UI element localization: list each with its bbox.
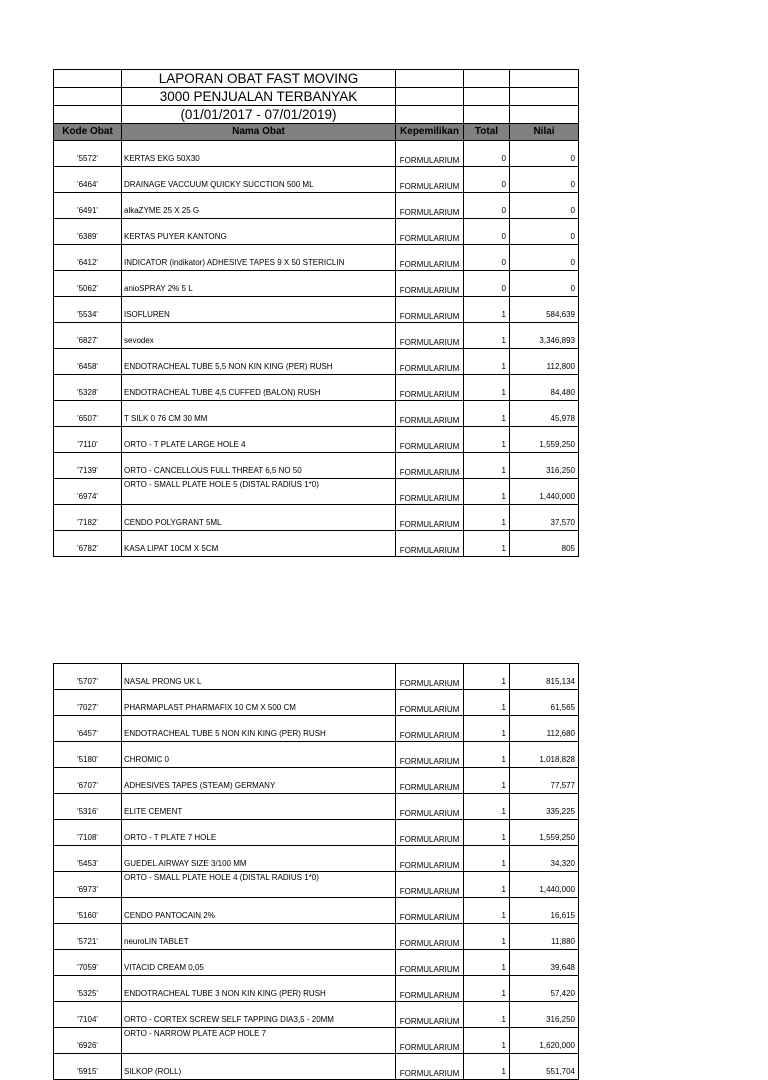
- total-cell: 1: [464, 846, 510, 872]
- nilai-cell: 84,480: [510, 375, 579, 401]
- table-row: [54, 219, 579, 245]
- nama-obat-cell: neuroLIN TABLET: [122, 924, 396, 950]
- table-row: [54, 794, 579, 820]
- table-row: [54, 1028, 579, 1054]
- kepemilikan-cell: FORMULARIUM: [396, 794, 464, 820]
- total-cell: 0: [464, 219, 510, 245]
- table-row: [54, 976, 579, 1002]
- kepemilikan-cell: FORMULARIUM: [396, 872, 464, 898]
- nama-obat-cell: INDICATOR (indikator) ADHESIVE TAPES 9 X 50 STERICLIN: [122, 245, 396, 271]
- total-cell: 1: [464, 924, 510, 950]
- kepemilikan-cell: FORMULARIUM: [396, 349, 464, 375]
- report-table-page-2: [53, 663, 579, 1080]
- report-title-line-2: 3000 PENJUALAN TERBANYAK: [122, 88, 396, 106]
- kepemilikan-cell: FORMULARIUM: [396, 167, 464, 193]
- total-cell: 1: [464, 1028, 510, 1054]
- kepemilikan-cell: FORMULARIUM: [396, 846, 464, 872]
- total-cell: 1: [464, 505, 510, 531]
- table-row: [54, 846, 579, 872]
- nama-obat-cell: anioSPRAY 2% 5 L: [122, 271, 396, 297]
- nilai-cell: 551,704: [510, 1054, 579, 1080]
- report-title-line-1: LAPORAN OBAT FAST MOVING: [122, 70, 396, 88]
- nama-obat-cell: ISOFLUREN: [122, 297, 396, 323]
- nilai-cell: 335,225: [510, 794, 579, 820]
- total-cell: 1: [464, 768, 510, 794]
- total-cell: 1: [464, 375, 510, 401]
- total-cell: 1: [464, 820, 510, 846]
- kode-obat-cell: '6973': [54, 872, 122, 898]
- nilai-cell: 1,559,250: [510, 820, 579, 846]
- kode-obat-cell: '6458': [54, 349, 122, 375]
- kode-obat-cell: '5328': [54, 375, 122, 401]
- total-cell: 0: [464, 271, 510, 297]
- kepemilikan-cell: FORMULARIUM: [396, 297, 464, 323]
- kepemilikan-cell: FORMULARIUM: [396, 479, 464, 505]
- kepemilikan-cell: FORMULARIUM: [396, 453, 464, 479]
- total-cell: 1: [464, 297, 510, 323]
- kepemilikan-cell: FORMULARIUM: [396, 141, 464, 167]
- kepemilikan-cell: FORMULARIUM: [396, 427, 464, 453]
- column-header-nilai: Nilai: [510, 124, 579, 141]
- total-cell: 1: [464, 872, 510, 898]
- kepemilikan-cell: FORMULARIUM: [396, 1028, 464, 1054]
- nilai-cell: 0: [510, 193, 579, 219]
- table-row: [54, 742, 579, 768]
- kepemilikan-cell: FORMULARIUM: [396, 898, 464, 924]
- kode-obat-cell: '7139': [54, 453, 122, 479]
- report-title-row-1: [54, 70, 579, 88]
- nama-obat-cell: ENDOTRACHEAL TUBE 3 NON KIN KING (PER) RUSH: [122, 976, 396, 1002]
- nama-obat-cell: alkaZYME 25 X 25 G: [122, 193, 396, 219]
- total-cell: 1: [464, 349, 510, 375]
- kepemilikan-cell: FORMULARIUM: [396, 219, 464, 245]
- kepemilikan-cell: FORMULARIUM: [396, 1002, 464, 1028]
- nama-obat-cell: KERTAS EKG 50X30: [122, 141, 396, 167]
- kode-obat-cell: '5316': [54, 794, 122, 820]
- total-cell: 1: [464, 690, 510, 716]
- kode-obat-cell: '5915': [54, 1054, 122, 1080]
- kode-obat-cell: '5453': [54, 846, 122, 872]
- kode-obat-cell: '6827': [54, 323, 122, 349]
- nama-obat-cell: CENDO PANTOCAIN 2%: [122, 898, 396, 924]
- table-row: [54, 505, 579, 531]
- nilai-cell: 1,620,000: [510, 1028, 579, 1054]
- table-body-page-1: [54, 141, 579, 557]
- total-cell: 1: [464, 976, 510, 1002]
- table-body-page-2: [54, 664, 579, 1080]
- nama-obat-cell: T SILK 0 76 CM 30 MM: [122, 401, 396, 427]
- total-cell: 1: [464, 531, 510, 557]
- table-row: [54, 690, 579, 716]
- total-cell: 1: [464, 716, 510, 742]
- nilai-cell: 112,680: [510, 716, 579, 742]
- total-cell: 0: [464, 245, 510, 271]
- kode-obat-cell: '5707': [54, 664, 122, 690]
- total-cell: 1: [464, 323, 510, 349]
- kode-obat-cell: '7108': [54, 820, 122, 846]
- kode-obat-cell: '6412': [54, 245, 122, 271]
- total-cell: 0: [464, 141, 510, 167]
- kepemilikan-cell: FORMULARIUM: [396, 323, 464, 349]
- kode-obat-cell: '7059': [54, 950, 122, 976]
- column-header-kode-obat: Kode Obat: [54, 124, 122, 141]
- table-row: [54, 531, 579, 557]
- nama-obat-cell: ORTO - CANCELLOUS FULL THREAT 6,5 NO 50: [122, 453, 396, 479]
- table-row: [54, 950, 579, 976]
- kode-obat-cell: '7027': [54, 690, 122, 716]
- table-row: [54, 820, 579, 846]
- nama-obat-cell: PHARMAPLAST PHARMAFIX 10 CM X 500 CM: [122, 690, 396, 716]
- kode-obat-cell: '6464': [54, 167, 122, 193]
- nilai-cell: 815,134: [510, 664, 579, 690]
- total-cell: 1: [464, 453, 510, 479]
- nama-obat-cell: ORTO - NARROW PLATE ACP HOLE 7: [122, 1028, 396, 1054]
- nama-obat-cell: SILKOP (ROLL): [122, 1054, 396, 1080]
- total-cell: 1: [464, 427, 510, 453]
- total-cell: 1: [464, 401, 510, 427]
- nilai-cell: 0: [510, 245, 579, 271]
- table-row: [54, 167, 579, 193]
- kode-obat-cell: '7104': [54, 1002, 122, 1028]
- kode-obat-cell: '6707': [54, 768, 122, 794]
- nama-obat-cell: ENDOTRACHEAL TUBE 4,5 CUFFED (BALON) RUSH: [122, 375, 396, 401]
- nilai-cell: 1,440,000: [510, 872, 579, 898]
- total-cell: 1: [464, 1054, 510, 1080]
- kepemilikan-cell: FORMULARIUM: [396, 924, 464, 950]
- nilai-cell: 3,346,893: [510, 323, 579, 349]
- nama-obat-cell: KERTAS PUYER KANTONG: [122, 219, 396, 245]
- nilai-cell: 45,978: [510, 401, 579, 427]
- nama-obat-cell: VITACID CREAM 0,05: [122, 950, 396, 976]
- kode-obat-cell: '5062': [54, 271, 122, 297]
- kepemilikan-cell: FORMULARIUM: [396, 716, 464, 742]
- kode-obat-cell: '6507': [54, 401, 122, 427]
- kode-obat-cell: '5534': [54, 297, 122, 323]
- nama-obat-cell: NASAL PRONG UK L: [122, 664, 396, 690]
- column-header-nama-obat: Nama Obat: [122, 124, 396, 141]
- total-cell: 1: [464, 1002, 510, 1028]
- total-cell: 1: [464, 742, 510, 768]
- nilai-cell: 61,565: [510, 690, 579, 716]
- nilai-cell: 77,577: [510, 768, 579, 794]
- table-row: [54, 271, 579, 297]
- nilai-cell: 584,639: [510, 297, 579, 323]
- table-row: [54, 193, 579, 219]
- column-header-kepemilikan: Kepemilikan: [396, 124, 464, 141]
- total-cell: 1: [464, 479, 510, 505]
- kepemilikan-cell: FORMULARIUM: [396, 820, 464, 846]
- table-row: [54, 872, 579, 898]
- nama-obat-cell: KASA LIPAT 10CM X 5CM: [122, 531, 396, 557]
- total-cell: 0: [464, 167, 510, 193]
- kode-obat-cell: '6974': [54, 479, 122, 505]
- kepemilikan-cell: FORMULARIUM: [396, 505, 464, 531]
- table-row: [54, 453, 579, 479]
- report-date-range: (01/01/2017 - 07/01/2019): [122, 106, 396, 124]
- nama-obat-cell: sevodex: [122, 323, 396, 349]
- nilai-cell: 34,320: [510, 846, 579, 872]
- total-cell: 1: [464, 664, 510, 690]
- nilai-cell: 316,250: [510, 453, 579, 479]
- total-cell: 1: [464, 898, 510, 924]
- nilai-cell: 805: [510, 531, 579, 557]
- nama-obat-cell: GUEDEL AIRWAY SIZE 3/100 MM: [122, 846, 396, 872]
- table-row: [54, 479, 579, 505]
- nama-obat-cell: ELITE CEMENT: [122, 794, 396, 820]
- kode-obat-cell: '6491': [54, 193, 122, 219]
- kode-obat-cell: '5325': [54, 976, 122, 1002]
- report-title-row-3: [54, 106, 579, 124]
- table-row: [54, 297, 579, 323]
- report-table-page-1: [53, 69, 579, 557]
- table-row: [54, 323, 579, 349]
- table-row: [54, 664, 579, 690]
- kepemilikan-cell: FORMULARIUM: [396, 1054, 464, 1080]
- nilai-cell: 57,420: [510, 976, 579, 1002]
- nama-obat-cell: CENDO POLYGRANT 5ML: [122, 505, 396, 531]
- table-row: [54, 141, 579, 167]
- kode-obat-cell: '7182': [54, 505, 122, 531]
- nilai-cell: 0: [510, 271, 579, 297]
- kepemilikan-cell: FORMULARIUM: [396, 664, 464, 690]
- kode-obat-cell: '5160': [54, 898, 122, 924]
- table-row: [54, 427, 579, 453]
- nilai-cell: 1,018,828: [510, 742, 579, 768]
- kepemilikan-cell: FORMULARIUM: [396, 193, 464, 219]
- kode-obat-cell: '7110': [54, 427, 122, 453]
- nilai-cell: 1,440,000: [510, 479, 579, 505]
- kepemilikan-cell: FORMULARIUM: [396, 375, 464, 401]
- kode-obat-cell: '5180': [54, 742, 122, 768]
- table-row: [54, 245, 579, 271]
- nama-obat-cell: ORTO - CORTEX SCREW SELF TAPPING DIA3,5 - 20MM: [122, 1002, 396, 1028]
- kode-obat-cell: '5572': [54, 141, 122, 167]
- kepemilikan-cell: FORMULARIUM: [396, 245, 464, 271]
- table-row: [54, 401, 579, 427]
- nilai-cell: 39,648: [510, 950, 579, 976]
- kode-obat-cell: '6782': [54, 531, 122, 557]
- kepemilikan-cell: FORMULARIUM: [396, 690, 464, 716]
- kepemilikan-cell: FORMULARIUM: [396, 271, 464, 297]
- kode-obat-cell: '5721': [54, 924, 122, 950]
- nama-obat-cell: ORTO - T PLATE LARGE HOLE 4: [122, 427, 396, 453]
- nilai-cell: 112,800: [510, 349, 579, 375]
- kode-obat-cell: '6389': [54, 219, 122, 245]
- column-header-row: [54, 124, 579, 141]
- kepemilikan-cell: FORMULARIUM: [396, 531, 464, 557]
- report-title-row-2: [54, 88, 579, 106]
- nilai-cell: 11,880: [510, 924, 579, 950]
- nilai-cell: 0: [510, 167, 579, 193]
- table-row: [54, 349, 579, 375]
- table-row: [54, 898, 579, 924]
- total-cell: 0: [464, 193, 510, 219]
- total-cell: 1: [464, 794, 510, 820]
- table-row: [54, 375, 579, 401]
- kepemilikan-cell: FORMULARIUM: [396, 742, 464, 768]
- nama-obat-cell: DRAINAGE VACCUUM QUICKY SUCCTION 500 ML: [122, 167, 396, 193]
- table-row: [54, 716, 579, 742]
- total-cell: 1: [464, 950, 510, 976]
- kepemilikan-cell: FORMULARIUM: [396, 401, 464, 427]
- kepemilikan-cell: FORMULARIUM: [396, 976, 464, 1002]
- nilai-cell: 0: [510, 141, 579, 167]
- nilai-cell: 316,250: [510, 1002, 579, 1028]
- table-row: [54, 924, 579, 950]
- nama-obat-cell: ORTO - SMALL PLATE HOLE 4 (DISTAL RADIUS 1*0): [122, 872, 396, 898]
- nama-obat-cell: ENDOTRACHEAL TUBE 5,5 NON KIN KING (PER) RUSH: [122, 349, 396, 375]
- kode-obat-cell: '6457': [54, 716, 122, 742]
- kepemilikan-cell: FORMULARIUM: [396, 768, 464, 794]
- column-header-total: Total: [464, 124, 510, 141]
- table-row: [54, 1054, 579, 1080]
- nilai-cell: 16,615: [510, 898, 579, 924]
- kepemilikan-cell: FORMULARIUM: [396, 950, 464, 976]
- nama-obat-cell: ORTO - T PLATE 7 HOLE: [122, 820, 396, 846]
- nama-obat-cell: ORTO - SMALL PLATE HOLE 5 (DISTAL RADIUS 1*0): [122, 479, 396, 505]
- nilai-cell: 37,570: [510, 505, 579, 531]
- nama-obat-cell: ADHESIVES TAPES (STEAM) GERMANY: [122, 768, 396, 794]
- table-row: [54, 768, 579, 794]
- nama-obat-cell: CHROMIC 0: [122, 742, 396, 768]
- nama-obat-cell: ENDOTRACHEAL TUBE 5 NON KIN KING (PER) RUSH: [122, 716, 396, 742]
- nilai-cell: 0: [510, 219, 579, 245]
- nilai-cell: 1,559,250: [510, 427, 579, 453]
- kode-obat-cell: '6926': [54, 1028, 122, 1054]
